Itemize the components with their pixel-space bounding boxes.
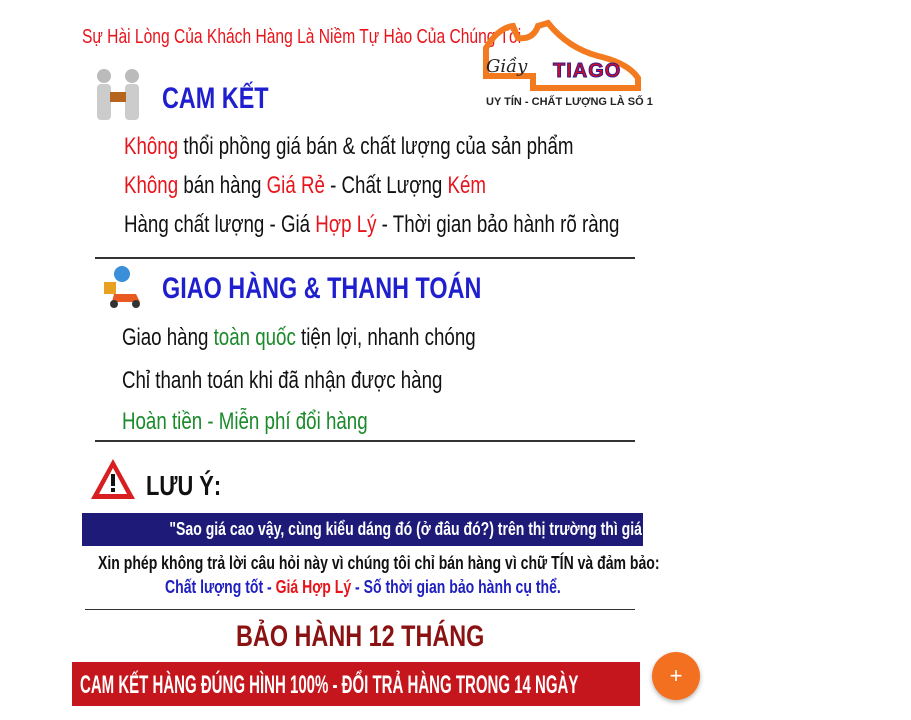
text-span: Hợp Lý [315,211,377,238]
text-span: "Sao giá cao vậy, cùng kiểu dáng đó (ở đâu đó?) trên thị trường thì giá chỉ rẻ bằng 1/2 thôi?" [169,519,790,539]
text-span: bán hàng [178,172,267,199]
text-span [124,133,573,161]
text-span: Xin phép không trả lời câu hỏi này vì chúng tôi chỉ bán hàng vì chữ TÍN và đảm bảo: [98,553,660,573]
delivery-line-2 [122,367,533,395]
commitment-banner [72,662,640,706]
logo-script: Giầy [486,56,528,77]
text-span: Chỉ thanh toán khi đã nhận được hàng [122,367,443,394]
question-banner [82,513,790,546]
handshake-people-icon [92,66,144,124]
logo-brand: TIAGO [553,60,622,82]
text-span: Chất lượng tốt - [165,577,276,597]
warranty-heading [0,620,720,654]
divider [85,609,635,610]
text-span: LƯU Ý: [146,470,222,501]
text-span [165,577,561,598]
text-span [122,324,476,352]
text-span: - Chất Lượng [324,172,448,199]
text-span: thổi phồng giá bán & chất lượng của sản phẩm [178,133,574,160]
text-span: Hoàn tiền - Miễn phí đổi hàng [122,408,368,435]
text-span: Giá Hợp Lý [275,577,352,597]
delivery-line-1 [122,324,575,352]
commit-line-2 [124,172,588,200]
commit-title-text: CAM KẾT [162,82,269,115]
commit-line-1 [124,133,700,161]
divider [95,440,635,442]
floating-add-button[interactable] [652,652,700,700]
logo [478,18,653,118]
text-span: Không [124,133,179,160]
tagline-text: Sự Hài Lòng Của Khách Hàng Là Niềm Tự Hào Của Chúng Tôi [82,26,522,48]
commit-title [162,82,299,116]
text-span: tiện lợi, nhanh chóng [295,324,476,351]
note-guarantee [165,577,672,598]
delivery-title-text: GIAO HÀNG & THANH TOÁN [162,272,482,305]
text-span: - Số thời gian bảo hành cụ thể. [351,577,561,597]
delivery-title [162,272,571,306]
text-span: Giao hàng [122,324,214,351]
text-span: Không [124,172,179,199]
text-span: toàn quốc [213,324,296,351]
note-title [146,470,242,502]
text-span: Giá Rẻ [266,172,325,199]
text-span [124,172,486,200]
warning-icon [89,456,137,507]
logo-slogan: UY TÍN - CHẤT LƯỢNG LÀ SỐ 1 [486,96,653,108]
divider [95,257,635,259]
text-span: BẢO HÀNH 12 THÁNG [235,620,485,653]
text-span: CAM KẾT HÀNG ĐÚNG HÌNH 100% - ĐỔI TRẢ HÀNG TRONG 14 NGÀY [80,671,579,699]
text-span [124,211,619,239]
plus-icon: + [669,663,683,688]
note-answer [98,553,818,574]
text-span: Kém [447,172,487,199]
delivery-line-3 [122,408,437,436]
commit-line-3 [124,211,759,239]
delivery-scooter-icon [100,264,146,310]
text-span: Hàng chất lượng - Giá [124,211,316,238]
text-span: - Thời gian bảo hành rõ ràng [376,211,620,238]
